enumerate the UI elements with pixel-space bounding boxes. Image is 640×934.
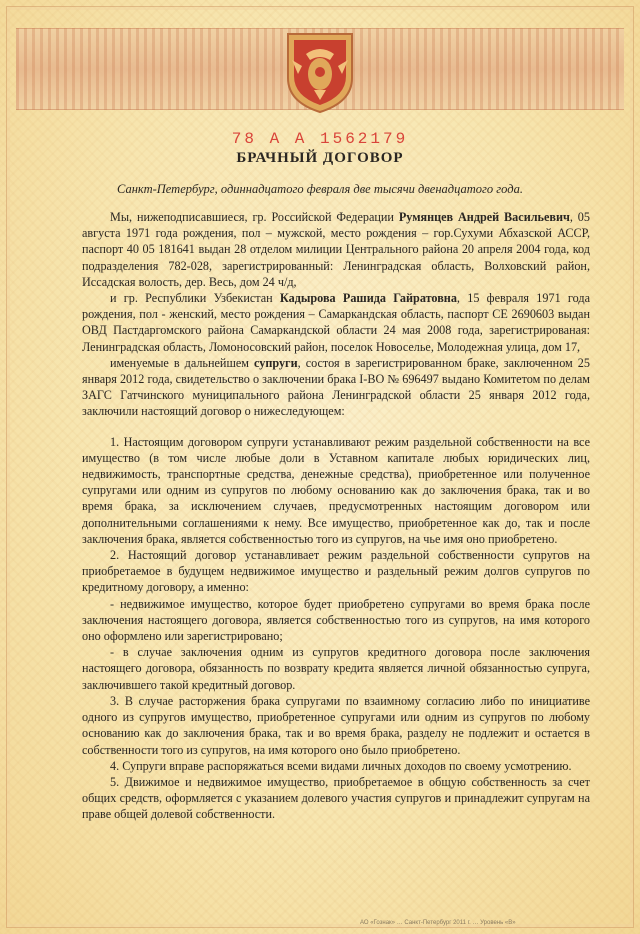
parties-lead: именуемые в дальнейшем bbox=[110, 355, 254, 370]
clause-2-item-1: - недвижимое имущество, которое будет приобретено супругами во время брака после заключения настоящего договора, является собственностью того из супругов, на имя которого оно оформлено или зарегистрировано; bbox=[82, 596, 590, 644]
clause-4: 4. Супруги вправе распоряжаться всеми видами личных доходов по своему усмотрению. bbox=[110, 758, 572, 773]
printer-imprint: АО «Гознак» … Санкт-Петербург 2011 г. … Уровень «В» bbox=[360, 920, 516, 926]
clause-5: 5. Движимое и недвижимое имущество, приобретаемое в общую собственность за счет общих средств, оформляется с указанием долевого участия супругов и принадлежит супругам на праве общей долевой собственности. bbox=[82, 774, 590, 822]
serial-number: 78 А А 1562179 bbox=[231, 130, 409, 148]
party-two-details: , 15 февраля 1971 года рождения, пол - женский, место рождения – Самаркандская область, паспорт СЕ 2690603 выдан ОВД Пастдаргомского района Самаркандской области 24 мая 2008 года, зарегистрированая: Ленинградская область, Ломоносовский район, поселок Новоселье, Молодежная улица, дом 17, bbox=[82, 291, 590, 354]
document-body bbox=[82, 209, 590, 823]
clause-2: 2. Настоящий договор устанавливает режим раздельной собственности супругов на приобретаемое в будущем недвижимое имущество и раздельный режим долгов супругов по кредитному договору, а именно: bbox=[82, 548, 590, 595]
party-one-lead: Мы, нижеподписавшиеся, гр. Российской Федерации bbox=[110, 210, 399, 224]
document-title: БРАЧНЫЙ ДОГОВОР bbox=[236, 150, 404, 166]
party-one-details: , 05 августа 1971 года рождения, пол – мужской, место рождения – гор.Сухуми Абхазской АССР, паспорт 40 05 181641 выдан 28 отделом милиции Центрального района 20 апреля 2004 года, код подразделения 782-028, зарегистрированный: Ленинградская область, Волховский район, Иссадская волость, дер. Весь, дом 24 ч/д, bbox=[82, 210, 590, 289]
parties-details: , состоя в зарегистрированном браке, заключенном 25 января 2012 года, свидетельство о заключении брака I-ВО № 696497 выдано Комитетом по делам ЗАГС Гатчинского муниципального района Ленинградской области 25 января 2012 года, заключили настоящий договор о нижеследующем: bbox=[82, 355, 590, 419]
place-and-date: Санкт-Петербург, одиннадцатого февраля две тысячи двенадцатого года. bbox=[117, 182, 523, 196]
party-two-lead: и гр. Республики Узбекистан bbox=[110, 291, 280, 306]
clause-3: 3. В случае расторжения брака супругами по взаимному согласию либо по инициативе одного из супругов имущество, приобретенное супругами или одним из супругов по любому основанию как до заключения брака, так и во время брака, разделу не подлежит и остается в собственности того из супругов, на имя которого оно было приобретено. bbox=[82, 693, 590, 757]
party-two-paragraph bbox=[82, 290, 590, 355]
clause-1: 1. Настоящим договором супруги устанавливают режим раздельной собственности на все имущество (в том числе любые доли в Уставном капитале любых юридических лиц, недвижимость, транспортные средства, денежные средства), приобретенное или полученное супругами или одним из супругов по любому основанию как до заключения брака, так и во время брака, за исключением случаев, предусмотренных настоящим договором или дополнительными соглашениями к нему. Все имущество, приобретенное как до, так и после заключения брака, является собственностью того из супругов, на чье имя оно приобретено. bbox=[82, 434, 590, 546]
party-one-paragraph bbox=[82, 209, 590, 290]
parties-term: супруги bbox=[253, 355, 298, 370]
party-two-name: Кадырова Рашида Гайратовна bbox=[279, 291, 457, 306]
clause-2-item-2: - в случае заключения одним из супругов кредитного договора после заключения настоящего договора, обязанность по возврату кредита является личной обязанностью супруга, заключившего такой кредитный договор. bbox=[82, 645, 590, 692]
coat-of-arms-icon bbox=[284, 30, 356, 114]
parties-paragraph bbox=[82, 355, 590, 420]
party-one-name: Румянцев Андрей Васильевич bbox=[398, 210, 570, 224]
